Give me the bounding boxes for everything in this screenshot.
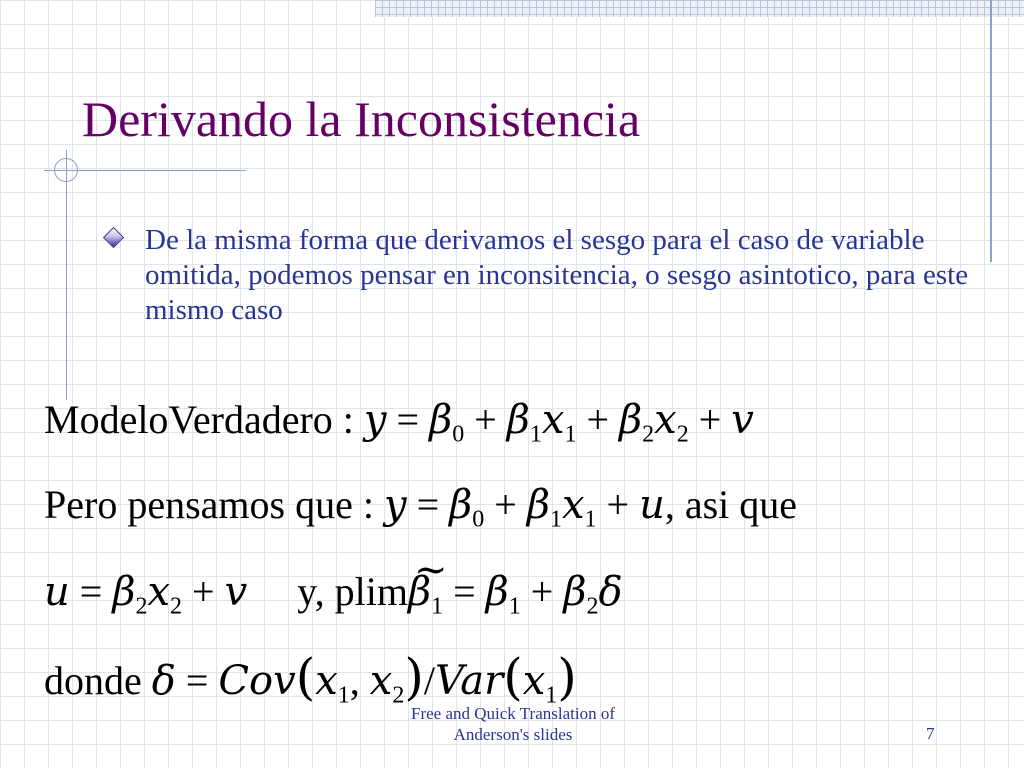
eq4-x3: x [522,658,546,704]
eq4-x1: x [315,658,338,704]
eq4-rparen2: ) [557,648,577,706]
equation-assumed-model [44,482,798,533]
eq3-plim: plim [334,569,408,614]
eq2-tail: , asi que [664,482,798,527]
eq1-sub2b: 2 [676,421,689,448]
eq4-label: donde [44,658,142,703]
eq1-y: y [363,397,387,443]
eq2-plus2: + [606,482,630,527]
eq3-plus1: + [192,569,215,614]
eq4-delta: δ [151,658,176,704]
eq1-x2: x [654,397,677,443]
eq4-x2: x [369,658,393,704]
eq2-y: y [383,482,407,528]
eq1-sub2a: 2 [642,421,655,448]
eq2-beta0: β [449,482,473,528]
eq4-sub2: 2 [392,682,405,709]
eq4-equals: = [185,658,209,703]
eq1-beta0: β [429,397,453,443]
eq2-label: Pero pensamos que : [44,482,374,527]
eq3-u: u [44,569,70,615]
eq2-sub1a: 1 [549,506,562,533]
eq2-equals: = [416,482,440,527]
eq4-rparen: ) [404,648,424,706]
eq2-sub1b: 1 [584,506,597,533]
eq3-x2: x [147,569,171,615]
eq4-sub1: 1 [337,682,350,709]
eq3-beta1: β [485,569,509,615]
eq2-plus1: + [494,482,517,527]
slide-title: Derivando la Inconsistencia [82,91,641,147]
eq4-lparen2: ( [503,648,523,706]
bullet-text: De la misma forma que derivamos el sesgo para el caso de variable omitida, podemos pensar en inconsitencia, o sesgo asintotico, para este mismo caso [145,224,969,326]
eq3-v: v [224,569,248,615]
eq3-equals: = [79,569,103,614]
eq1-equals: = [396,397,420,442]
eq1-sub1a: 1 [529,421,542,448]
eq1-label: ModeloVerdadero : [44,397,354,442]
eq3-sub1b: 1 [508,593,521,620]
left-accent-line [66,150,67,400]
eq3-sub2b: 2 [170,593,183,620]
eq2-sub0: 0 [472,506,485,533]
crosshair-circle-icon [54,158,78,182]
eq3-equals2: = [453,569,476,614]
right-accent-line [990,0,992,262]
eq1-beta1: β [506,397,530,443]
eq3-delta: δ [598,569,623,615]
eq4-comma: , [349,658,360,703]
eq3-sub2a: 2 [135,593,148,620]
eq2-x1: x [561,482,585,528]
eq3-sub2c: 2 [586,593,599,620]
eq3-tilde-beta: ~ β [408,572,431,612]
slide-number: 7 [926,724,935,743]
equation-delta-definition [44,648,577,709]
eq1-v: v [731,397,754,443]
equation-plim [44,569,623,620]
eq4-slash: / [423,658,435,703]
diamond-bullet-icon [103,227,124,248]
eq1-plus3: + [698,397,722,442]
eq1-plus2: + [586,397,610,442]
eq4-sub3: 1 [545,682,558,709]
eq3-beta2b: β [563,569,587,615]
eq4-cov: Cov [218,658,296,704]
eq2-beta1: β [526,482,550,528]
header-decoration-band [375,0,1024,17]
eq1-sub0: 0 [452,421,465,448]
eq4-var: Var [435,658,504,704]
eq3-sub1a: 1 [431,593,444,620]
eq2-u: u [639,482,665,528]
eq3-conj: y, [297,569,325,614]
eq1-sub1b: 1 [564,421,577,448]
eq1-plus1: + [474,397,497,442]
equation-true-model [44,397,754,448]
eq3-beta2: β [112,569,136,615]
eq4-lparen: ( [295,648,316,706]
eq1-beta2: β [619,397,643,443]
eq1-x1: x [541,397,565,443]
eq3-plus2: + [530,569,554,614]
footer-credit: Free and Quick Translation of Anderson's slides [411,704,615,745]
